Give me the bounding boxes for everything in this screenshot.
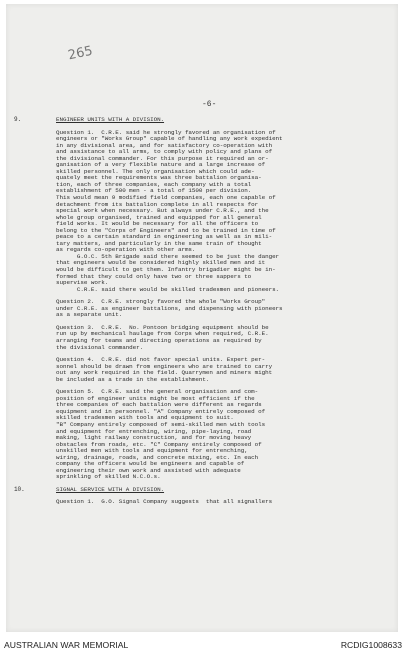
text-line: and assistance to all arms, to comply with policy and plans of bbox=[56, 148, 273, 156]
text-line: as a separate unit. bbox=[56, 311, 123, 319]
text-line: the divisional commander. bbox=[56, 343, 144, 351]
text-line: that engineers would be considered highly skilled men and it bbox=[56, 259, 266, 267]
text-line: Question 2. C.R.E. strongly favored the whole "Works Group" bbox=[56, 298, 266, 306]
text-line: position of engineer units might be most efficient if the bbox=[56, 394, 255, 402]
text-line: formed that they could only have two or three sappers to bbox=[56, 272, 252, 280]
text-line: run up by mechanical haulage from Corps when required, C.R.E. bbox=[56, 330, 269, 338]
section-heading: ENGINEER UNITS WITH A DIVISION. bbox=[56, 116, 165, 123]
section-number: 9. bbox=[14, 116, 22, 123]
section-10 bbox=[14, 485, 394, 506]
text-line: quately meet the requirements was three battalion organisa- bbox=[56, 174, 262, 182]
footer-source: AUSTRALIAN WAR MEMORIAL bbox=[4, 640, 129, 650]
text-line: "B" Company entirely composed of semi-skilled men with tools bbox=[56, 420, 266, 428]
text-line: C.R.E. said there would be skilled tradesmen and pioneers. bbox=[56, 285, 280, 293]
text-line: wiring, drainage, roads, and concrete mixing, etc. In each bbox=[56, 453, 259, 461]
text-line: under C.R.E. as engineer battalions, and dispensing with pioneers bbox=[56, 304, 283, 312]
document-body bbox=[14, 116, 394, 506]
text-line: skilled personnel. The only organisation which could ade- bbox=[56, 167, 255, 175]
text-line: and equipment for entrenching, wiring, pipe-laying, road bbox=[56, 427, 252, 435]
text-line: obstacles from roads, etc. "C" Company entirely composed of bbox=[56, 440, 262, 448]
text-line: tary matters, and particularly in the same train of thought bbox=[56, 239, 262, 247]
text-line: be included as a trade in the establishment. bbox=[56, 375, 210, 383]
paragraph-question-1 bbox=[56, 130, 394, 294]
text-line: as regards co-operation with other arms. bbox=[56, 246, 196, 254]
text-line: supervise work. bbox=[56, 279, 109, 287]
text-line: detachment from its battalion complete in all respects for bbox=[56, 200, 259, 208]
text-line: Question 1. G.O. Signal Company suggests that all signallers bbox=[56, 498, 273, 506]
paragraph-question-2 bbox=[56, 299, 394, 319]
text-line: company the officers would be engineers and capable of bbox=[56, 460, 245, 468]
text-line: peace to a certain standard in engineering as well as in mili- bbox=[56, 233, 273, 241]
text-line: would be difficult to get them. Infantry brigadier might be in- bbox=[56, 266, 276, 274]
text-line: tion, each of three companies, each company with a total bbox=[56, 180, 252, 188]
text-line: G.O.C. 5th Brigade said there seemed to be just the danger bbox=[56, 252, 280, 260]
text-line: Question 1. C.R.E. said he strongly favored an organisation of bbox=[56, 128, 276, 136]
text-line: skilled tradesmen with tools and equipment to suit. bbox=[56, 414, 234, 422]
paragraph-question-5 bbox=[56, 389, 394, 481]
text-line: belong to the "Corps of Engineers" and to be trained in time of bbox=[56, 226, 276, 234]
paragraph-question-3 bbox=[56, 325, 394, 351]
folio-number: 265 bbox=[66, 43, 95, 64]
text-line: three companies of each battalion were different as regards bbox=[56, 401, 262, 409]
text-line: engineering their own work and assisted with adequate bbox=[56, 466, 241, 474]
text-line: field works. It would be necessary for all the officers to bbox=[56, 220, 259, 228]
document-page bbox=[6, 4, 398, 632]
text-line: sonnel should be drawn from engineers who are trained to carry bbox=[56, 362, 273, 370]
text-line: whole group organised, trained and equipped for all general bbox=[56, 213, 262, 221]
text-line: special work when necessary. But always under C.R.E., and the bbox=[56, 207, 269, 215]
section-number: 10. bbox=[14, 485, 25, 493]
text-line: This would mean 9 modified field companies, each one capable of bbox=[56, 194, 276, 202]
archive-footer bbox=[0, 638, 406, 654]
text-line: arranging for teams and directing operations as required by bbox=[56, 336, 262, 344]
section-9 bbox=[14, 116, 394, 481]
text-line: sprinkling of skilled N.C.O.s. bbox=[56, 473, 161, 481]
text-line: making, light railway construction, and for moving heavy bbox=[56, 434, 252, 442]
text-line: Question 3. C.R.E. No. Pontoon bridging equipment should be bbox=[56, 323, 269, 331]
footer-record-id: RCDIG1008633 bbox=[340, 640, 402, 650]
page-number: -6- bbox=[202, 100, 217, 109]
text-line: in any divisional area, and for satisfactory co-operation with bbox=[56, 141, 273, 149]
text-line: ganisation of a very flexible nature and a large increase of bbox=[56, 161, 266, 169]
text-line: engineers or "Works Group" capable of handling any work expedient bbox=[56, 135, 283, 143]
text-line: out any work required in the field. Quarrymen and miners might bbox=[56, 369, 273, 377]
text-line: establishment of 500 men - a total of 1500 per division. bbox=[56, 187, 252, 195]
text-line: equipment and in personnel. "A" Company entirely composed of bbox=[56, 407, 266, 415]
paragraph-question-4 bbox=[56, 357, 394, 383]
section-heading: SIGNAL SERVICE WITH A DIVISION. bbox=[56, 485, 165, 493]
text-line: Question 5. C.R.E. said the general organisation and com- bbox=[56, 388, 259, 396]
text-line: unskilled men with tools and equipment for entrenching, bbox=[56, 447, 248, 455]
text-line: the divisional commander. For this purpose it required an or- bbox=[56, 154, 269, 162]
text-line: Question 4. C.R.E. did not favor special units. Expert per- bbox=[56, 356, 266, 364]
